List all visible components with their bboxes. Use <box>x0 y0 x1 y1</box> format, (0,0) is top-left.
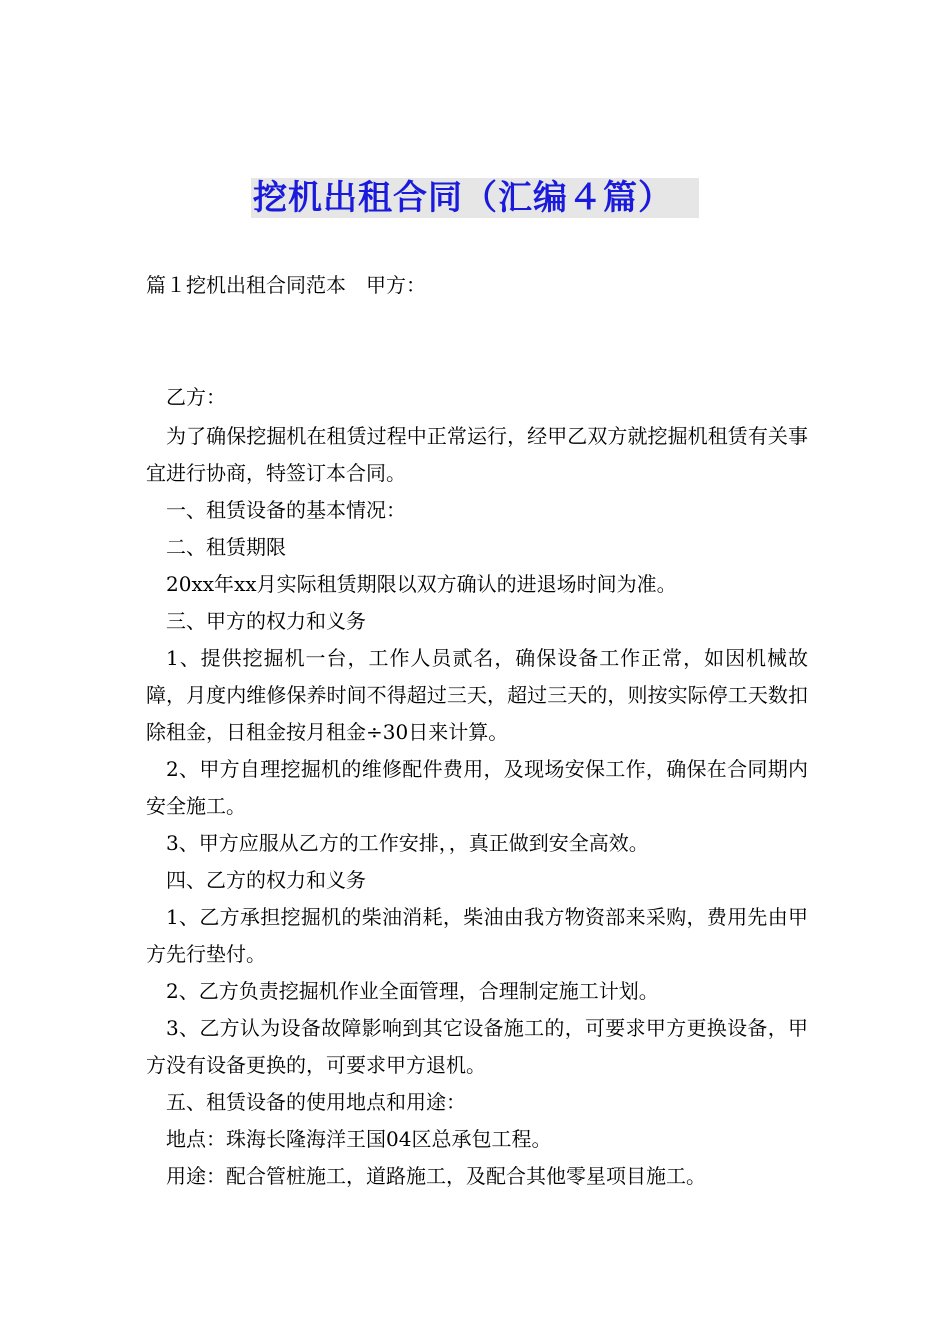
party-b-label: 乙方： <box>166 385 226 409</box>
paragraph-usage: 用途：配合管桩施工，道路施工，及配合其他零星项目施工。 <box>166 1164 706 1188</box>
heading-party-a-rights: 三、甲方的权力和义务 <box>166 609 366 633</box>
paragraph-lease-term: 20xx年xx月实际租赁期限以双方确认的进退场时间为准。 <box>166 572 677 596</box>
paragraph-intro: 为了确保挖掘机在租赁过程中正常运行，经甲乙双方就挖掘机租赁有关事宜进行协商，特签订本合同。 <box>146 424 808 485</box>
heading-usage-location: 五、租赁设备的使用地点和用途： <box>166 1090 466 1114</box>
paragraph-party-b-2: 2、乙方负责挖掘机作业全面管理，合理制定施工计划。 <box>166 979 659 1003</box>
title-container <box>0 178 950 218</box>
section-header: 篇１挖机出租合同范本 甲方： <box>146 273 426 297</box>
heading-equipment-info: 一、租赁设备的基本情况： <box>166 498 406 522</box>
paragraph-party-a-2: 2、甲方自理挖掘机的维修配件费用，及现场安保工作，确保在合同期内安全施工。 <box>146 757 808 818</box>
paragraph-location: 地点：珠海长隆海洋王国04区总承包工程。 <box>166 1127 552 1151</box>
document-title: 挖机出租合同（汇编４篇） <box>251 178 699 218</box>
heading-party-b-rights: 四、乙方的权力和义务 <box>166 868 366 892</box>
paragraph-party-a-3: 3、甲方应服从乙方的工作安排，，真正做到安全高效。 <box>166 831 649 855</box>
paragraph-party-a-1: 1、提供挖掘机一台，工作人员贰名，确保设备工作正常，如因机械故障，月度内维修保养时间不得超过三天，超过三天的，则按实际停工天数扣除租金，日租金按月租金÷30日来计算。 <box>146 646 808 744</box>
paragraph-party-b-1: 1、乙方承担挖掘机的柴油消耗，柴油由我方物资部来采购，费用先由甲方先行垫付。 <box>146 905 808 966</box>
heading-lease-term: 二、租赁期限 <box>166 535 286 559</box>
paragraph-party-b-3: 3、乙方认为设备故障影响到其它设备施工的，可要求甲方更换设备，甲方没有设备更换的，可要求甲方退机。 <box>146 1016 808 1077</box>
